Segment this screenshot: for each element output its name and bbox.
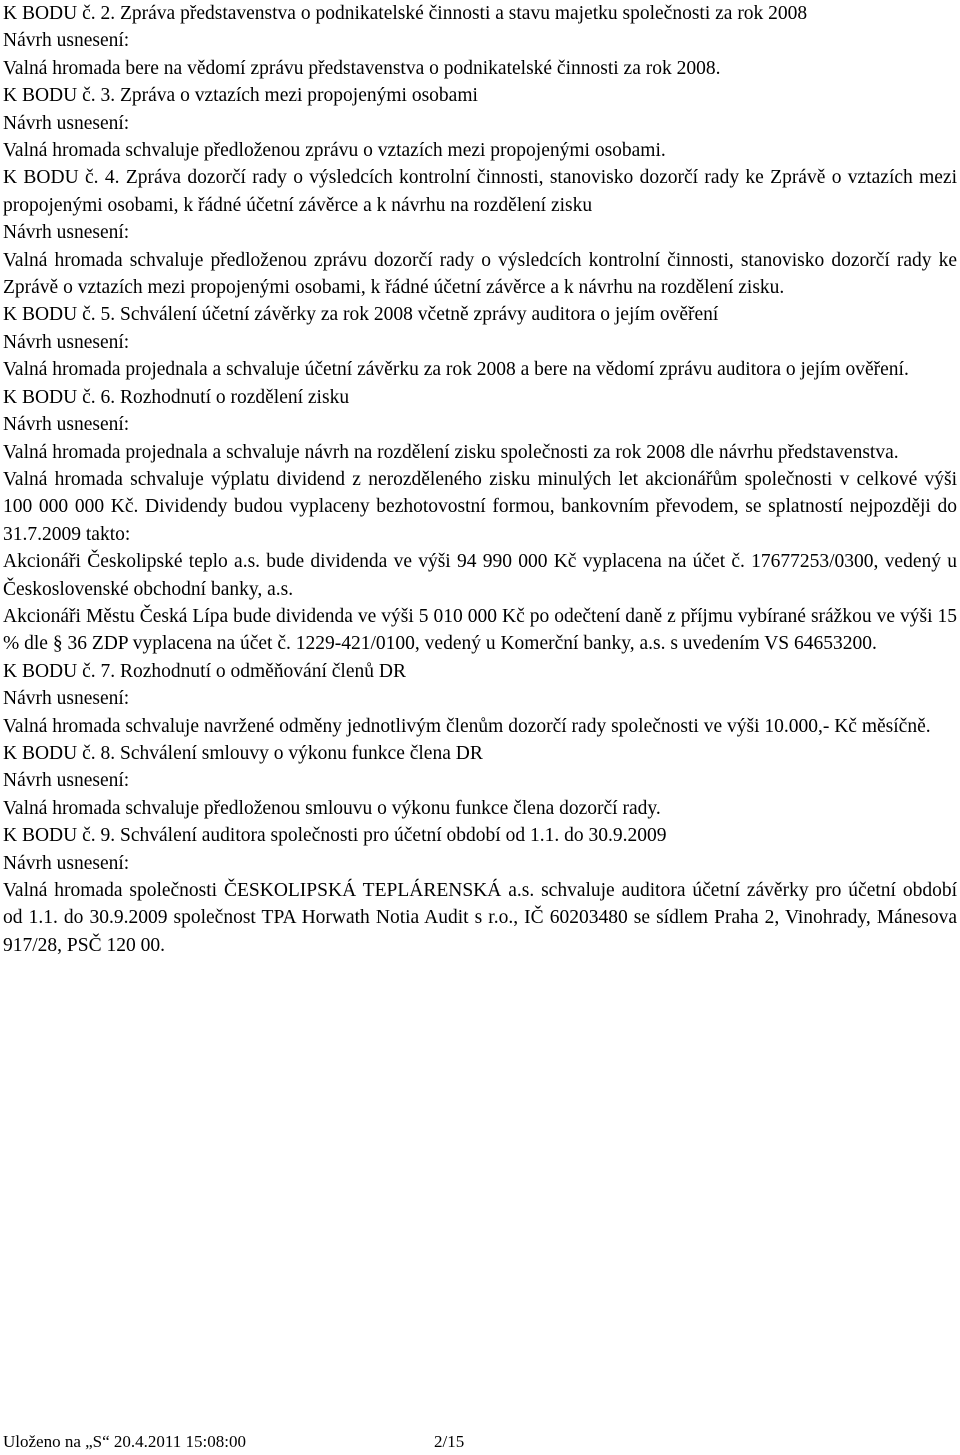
paragraph: Návrh usnesení:	[3, 222, 130, 244]
page-footer	[3, 1431, 465, 1453]
paragraph: K BODU č. 3. Zpráva o vztazích mezi propojenými osobami	[3, 85, 478, 107]
paragraph: Valná hromada společnosti ČESKOLIPSKÁ TEPLÁRENSKÁ a.s. schvaluje auditora účetní závěrky pro účetní období od 1.1. do 30.9.2009 společnost TPA Horwath Notia Audit s r.o., IČ 60203480 se sídlem Praha 2, Vinohrady, Mánesova 917/28, PSČ 120 00.	[3, 880, 957, 956]
paragraph: Valná hromada schvaluje výplatu dividend z nerozděleného zisku minulých let akcionářům společnosti v celkové výši 100 000 000 Kč. Dividendy budou vyplaceny bezhotovostní formou, bankovním převodem, se splatností nejpozději do 31.7.2009 takto:	[3, 468, 957, 545]
paragraph: Valná hromada schvaluje předloženou zprávu o vztazích mezi propojenými osobami.	[3, 140, 666, 162]
paragraph: K BODU č. 9. Schválení auditora společnosti pro účetní období od 1.1. do 30.9.2009	[3, 825, 667, 847]
document-body	[3, 0, 957, 959]
paragraph: Návrh usnesení:	[3, 112, 130, 134]
paragraph: Návrh usnesení:	[3, 688, 130, 710]
paragraph: Návrh usnesení:	[3, 770, 130, 792]
paragraph: K BODU č. 7. Rozhodnutí o odměňování členů DR	[3, 660, 406, 682]
paragraph: Valná hromada schvaluje předloženou zprávu dozorčí rady o výsledcích kontrolní činnosti, stanovisko dozorčí rady ke Zprávě o vztazích mezi propojenými osobami, k řádné účetní závěrce a k návrhu na rozdělení zisku.	[3, 249, 957, 299]
paragraph: K BODU č. 8. Schválení smlouvy o výkonu funkce člena DR	[3, 742, 483, 764]
paragraph: Valná hromada schvaluje navržené odměny jednotlivým členům dozorčí rady společnosti ve výši 10.000,- Kč měsíčně.	[3, 715, 931, 737]
paragraph: Akcionáři Městu Česká Lípa bude dividenda ve výši 5 010 000 Kč po odečtení daně z příjmu vybírané srážkou ve výši 15 % dle § 36 ZDP vyplacena na účet č. 1229-421/0100, vedený u Komerční banky, a.s. s uvedením VS 64653200.	[3, 605, 957, 655]
paragraph: Valná hromada projednala a schvaluje účetní závěrku za rok 2008 a bere na vědomí zprávu auditora o jejím ověření.	[3, 359, 909, 381]
paragraph: Valná hromada bere na vědomí zprávu představenstva o podnikatelské činnosti za rok 2008.	[3, 57, 721, 79]
footer-saved-info: Uloženo na „S“ 20.4.2011 15:08:00	[3, 1432, 246, 1451]
paragraph: K BODU č. 5. Schválení účetní závěrky za rok 2008 včetně zprávy auditora o jejím ověření	[3, 304, 719, 326]
paragraph: K BODU č. 6. Rozhodnutí o rozdělení zisku	[3, 386, 350, 408]
paragraph: Návrh usnesení:	[3, 414, 130, 436]
paragraph: Akcionáři Českolipské teplo a.s. bude dividenda ve výši 94 990 000 Kč vyplacena na účet č. 17677253/0300, vedený u Československé obchodní banky, a.s.	[3, 551, 957, 600]
paragraph: Valná hromada schvaluje předloženou smlouvu o výkonu funkce člena dozorčí rady.	[3, 797, 661, 819]
paragraph: Návrh usnesení:	[3, 852, 130, 874]
paragraph: Návrh usnesení:	[3, 331, 130, 353]
paragraph: K BODU č. 4. Zpráva dozorčí rady o výsledcích kontrolní činnosti, stanovisko dozorčí rady ke Zprávě o vztazích mezi propojenými osobami, k řádné účetní závěrce a k návrhu na rozdělení zisku	[3, 167, 957, 216]
paragraph: Návrh usnesení:	[3, 30, 130, 52]
paragraph: Valná hromada projednala a schvaluje návrh na rozdělení zisku společnosti za rok 2008 dle návrhu představenstva.	[3, 441, 899, 463]
paragraph: K BODU č. 2. Zpráva představenstva o podnikatelské činnosti a stavu majetku společnosti za rok 2008	[3, 3, 808, 24]
footer-page-number: 2/15	[434, 1432, 465, 1451]
